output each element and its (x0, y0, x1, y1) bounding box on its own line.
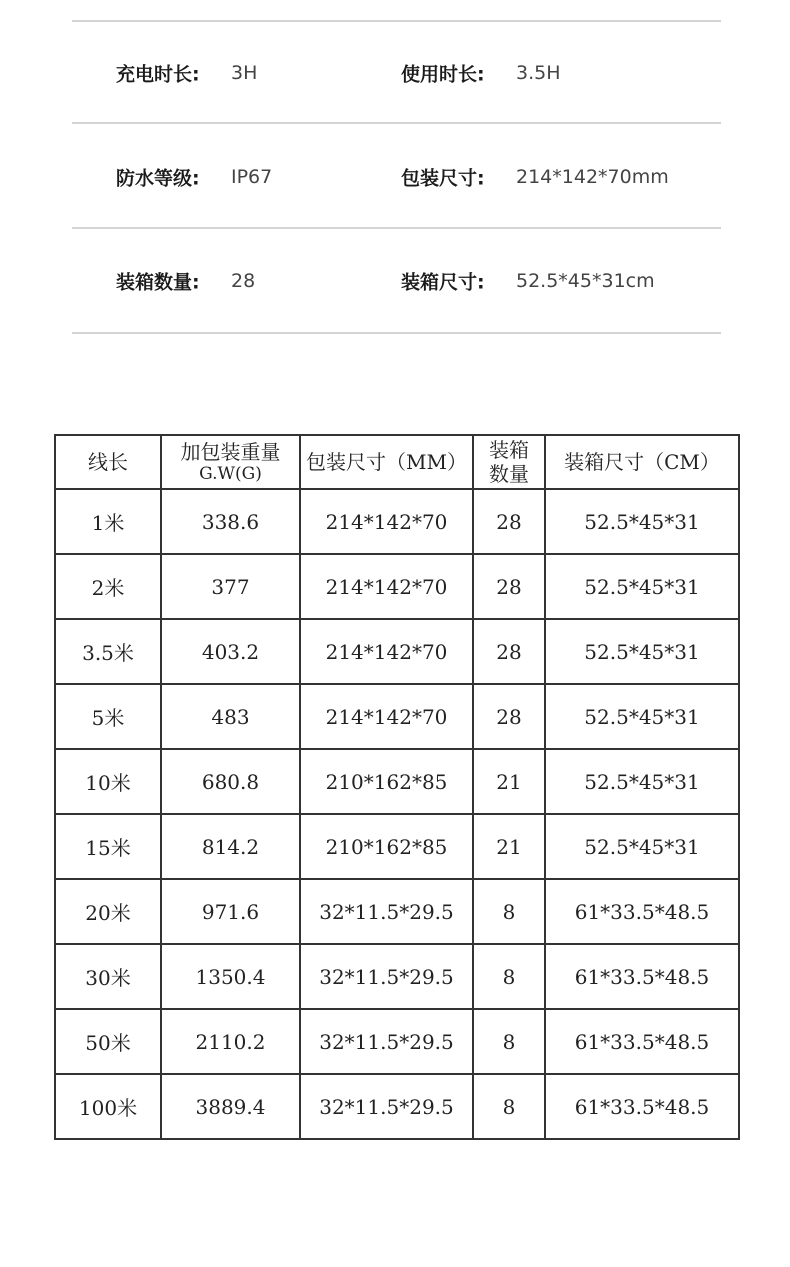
spec-label: 使用时长: (401, 63, 485, 86)
cell-package-size: 32*11.5*29.5 (300, 944, 473, 1009)
cell-package-size: 214*142*70 (300, 619, 473, 684)
header-weight-line1: 加包装重量 (180, 440, 281, 464)
cell-gross-weight: 680.8 (161, 749, 300, 814)
header-carton-qty (473, 435, 545, 489)
header-qty-line1: 装箱 (489, 438, 529, 462)
cell-carton-qty: 8 (473, 1009, 545, 1074)
table-header-row (55, 435, 739, 489)
divider (72, 332, 721, 334)
header-weight-line2: G.W(G) (199, 464, 262, 484)
cell-length: 100米 (55, 1074, 161, 1139)
spec-row (0, 261, 790, 301)
divider (72, 20, 721, 22)
table-row (55, 814, 739, 879)
cell-length: 20米 (55, 879, 161, 944)
cell-carton-qty: 8 (473, 1074, 545, 1139)
cell-package-size: 210*162*85 (300, 749, 473, 814)
cell-carton-size: 61*33.5*48.5 (545, 1009, 739, 1074)
spec-label: 防水等级: (116, 167, 200, 190)
cell-gross-weight: 2110.2 (161, 1009, 300, 1074)
cell-carton-qty: 28 (473, 619, 545, 684)
spec-value: 3.5H (516, 62, 561, 84)
cell-gross-weight: 3889.4 (161, 1074, 300, 1139)
table-row (55, 489, 739, 554)
spec-value: IP67 (231, 166, 273, 188)
table-row (55, 944, 739, 1009)
cell-carton-qty: 8 (473, 879, 545, 944)
cell-length: 5米 (55, 684, 161, 749)
spec-label: 装箱数量: (116, 271, 200, 294)
cell-gross-weight: 814.2 (161, 814, 300, 879)
cell-carton-qty: 8 (473, 944, 545, 1009)
header-gross-weight (161, 435, 300, 489)
table-row (55, 749, 739, 814)
spec-value: 3H (231, 62, 258, 84)
cell-length: 2米 (55, 554, 161, 619)
divider (72, 122, 721, 124)
cell-gross-weight: 377 (161, 554, 300, 619)
divider (72, 227, 721, 229)
cell-carton-qty: 28 (473, 489, 545, 554)
cell-length: 30米 (55, 944, 161, 1009)
spec-value: 214*142*70mm (516, 166, 669, 188)
cell-carton-size: 52.5*45*31 (545, 619, 739, 684)
cell-carton-qty: 28 (473, 684, 545, 749)
spec-row (0, 157, 790, 197)
spec-label: 充电时长: (116, 63, 200, 86)
cell-package-size: 214*142*70 (300, 684, 473, 749)
cell-package-size: 214*142*70 (300, 489, 473, 554)
cell-length: 3.5米 (55, 619, 161, 684)
cell-carton-size: 52.5*45*31 (545, 684, 739, 749)
cell-gross-weight: 483 (161, 684, 300, 749)
header-qty-line2: 数量 (489, 462, 529, 486)
cell-carton-size: 61*33.5*48.5 (545, 944, 739, 1009)
cell-length: 1米 (55, 489, 161, 554)
cell-gross-weight: 338.6 (161, 489, 300, 554)
header-length: 线长 (55, 435, 161, 489)
cell-package-size: 32*11.5*29.5 (300, 1074, 473, 1139)
table-row (55, 1074, 739, 1139)
spec-value: 28 (231, 270, 256, 292)
cell-length: 10米 (55, 749, 161, 814)
cell-carton-qty: 21 (473, 814, 545, 879)
packaging-table (54, 434, 740, 1140)
cell-length: 15米 (55, 814, 161, 879)
cell-gross-weight: 403.2 (161, 619, 300, 684)
spec-label: 包装尺寸: (401, 167, 485, 190)
header-carton-size: 装箱尺寸（CM） (545, 435, 739, 489)
cell-package-size: 32*11.5*29.5 (300, 879, 473, 944)
cell-carton-qty: 28 (473, 554, 545, 619)
cell-carton-size: 52.5*45*31 (545, 489, 739, 554)
cell-package-size: 32*11.5*29.5 (300, 1009, 473, 1074)
spec-label: 装箱尺寸: (401, 271, 485, 294)
cell-package-size: 214*142*70 (300, 554, 473, 619)
cell-carton-size: 52.5*45*31 (545, 814, 739, 879)
cell-carton-size: 61*33.5*48.5 (545, 879, 739, 944)
spec-row (0, 53, 790, 93)
cell-carton-size: 52.5*45*31 (545, 554, 739, 619)
cell-carton-size: 52.5*45*31 (545, 749, 739, 814)
cell-carton-size: 61*33.5*48.5 (545, 1074, 739, 1139)
spec-value: 52.5*45*31cm (516, 270, 655, 292)
cell-gross-weight: 1350.4 (161, 944, 300, 1009)
header-package-size: 包装尺寸（MM） (300, 435, 473, 489)
cell-package-size: 210*162*85 (300, 814, 473, 879)
cell-carton-qty: 21 (473, 749, 545, 814)
table-row (55, 619, 739, 684)
table-row (55, 684, 739, 749)
table-row (55, 879, 739, 944)
table-row (55, 1009, 739, 1074)
cell-gross-weight: 971.6 (161, 879, 300, 944)
cell-length: 50米 (55, 1009, 161, 1074)
table-row (55, 554, 739, 619)
